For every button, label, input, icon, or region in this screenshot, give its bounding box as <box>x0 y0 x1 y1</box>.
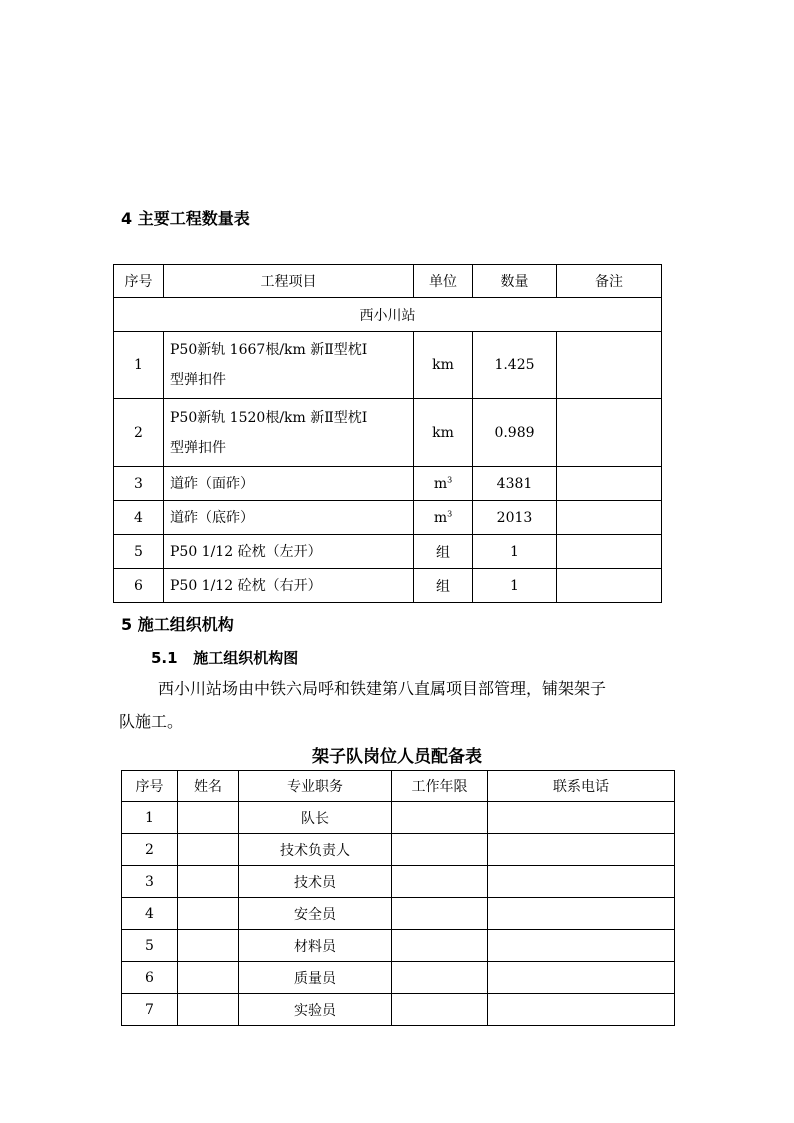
phone-cell <box>488 994 675 1026</box>
row-number: 1 <box>122 802 178 834</box>
note-cell <box>557 467 662 501</box>
row-number: 2 <box>122 834 178 866</box>
phone-cell <box>488 866 675 898</box>
table-row <box>122 962 675 994</box>
table-header-row <box>122 771 675 802</box>
row-number: 5 <box>122 930 178 962</box>
phone-cell <box>488 962 675 994</box>
paragraph-line: 西小川站场由中铁六局呼和铁建第八直属项目部管理，铺架架子 <box>158 679 607 698</box>
years-cell <box>392 962 488 994</box>
unit-superscript: 3 <box>447 474 453 484</box>
header-cell: 联系电话 <box>488 771 675 802</box>
qty-cell: 1 <box>473 569 557 603</box>
name-cell <box>178 898 239 930</box>
subsection-number: 5.1 <box>151 649 178 667</box>
row-number: 6 <box>122 962 178 994</box>
name-cell <box>178 834 239 866</box>
qty-cell: 0.989 <box>473 399 557 467</box>
header-cell: 序号 <box>114 265 164 298</box>
header-cell: 数量 <box>473 265 557 298</box>
note-cell <box>557 399 662 467</box>
paragraph-line: 队施工。 <box>119 712 184 731</box>
role-cell: 技术负责人 <box>239 834 392 866</box>
item-cell: P50 1/12 砼枕（右开） <box>164 569 414 603</box>
row-number: 3 <box>122 866 178 898</box>
item-cell: 道砟（面砟） <box>164 467 414 501</box>
row-number: 3 <box>114 467 164 501</box>
item-line: P50新轨 1520根/km 新Ⅱ型枕Ⅰ <box>170 409 368 426</box>
item-cell <box>164 332 414 399</box>
unit-cell: km <box>414 332 473 399</box>
header-cell: 姓名 <box>178 771 239 802</box>
section-4-heading: 4 主要工程数量表 <box>121 209 250 228</box>
name-cell <box>178 930 239 962</box>
header-cell: 备注 <box>557 265 662 298</box>
row-number: 7 <box>122 994 178 1026</box>
table-row <box>122 834 675 866</box>
unit-cell <box>414 467 473 501</box>
table-row <box>122 802 675 834</box>
item-cell <box>164 399 414 467</box>
header-cell: 专业职务 <box>239 771 392 802</box>
quantities-table <box>113 264 662 603</box>
role-cell: 质量员 <box>239 962 392 994</box>
unit-cell <box>414 501 473 535</box>
row-number: 4 <box>114 501 164 535</box>
header-cell: 工作年限 <box>392 771 488 802</box>
unit-superscript: 3 <box>447 508 453 518</box>
note-cell <box>557 332 662 399</box>
phone-cell <box>488 930 675 962</box>
qty-cell: 4381 <box>473 467 557 501</box>
qty-cell: 2013 <box>473 501 557 535</box>
table-row <box>122 930 675 962</box>
phone-cell <box>488 834 675 866</box>
unit-text: m <box>433 509 448 526</box>
name-cell <box>178 866 239 898</box>
staff-table <box>121 770 675 1026</box>
table-row <box>114 467 662 501</box>
table-row <box>114 501 662 535</box>
table-header-row <box>114 265 662 298</box>
header-cell: 序号 <box>122 771 178 802</box>
row-number: 1 <box>114 332 164 399</box>
item-line: 型弹扣件 <box>170 439 226 456</box>
name-cell <box>178 994 239 1026</box>
qty-cell: 1 <box>473 535 557 569</box>
role-cell: 材料员 <box>239 930 392 962</box>
note-cell <box>557 501 662 535</box>
qty-cell: 1.425 <box>473 332 557 399</box>
name-cell <box>178 962 239 994</box>
item-line: 型弹扣件 <box>170 372 226 388</box>
table-row <box>114 399 662 467</box>
note-cell <box>557 535 662 569</box>
table-row <box>122 898 675 930</box>
name-cell <box>178 802 239 834</box>
years-cell <box>392 866 488 898</box>
table-row <box>122 866 675 898</box>
years-cell <box>392 994 488 1026</box>
section-5-heading: 5 施工组织机构 <box>121 615 234 634</box>
item-line: P50新轨 1667根/km 新Ⅱ型枕Ⅰ <box>170 342 368 358</box>
header-cell: 工程项目 <box>164 265 414 298</box>
row-number: 4 <box>122 898 178 930</box>
table-row <box>114 332 662 399</box>
phone-cell <box>488 898 675 930</box>
subsection-title: 施工组织机构图 <box>193 649 299 667</box>
staff-table-title: 架子队岗位人员配备表 <box>312 747 482 767</box>
header-cell: 单位 <box>414 265 473 298</box>
years-cell <box>392 930 488 962</box>
row-number: 6 <box>114 569 164 603</box>
station-name: 西小川站 <box>114 298 662 332</box>
years-cell <box>392 834 488 866</box>
table-row <box>114 569 662 603</box>
unit-text: m <box>433 475 448 492</box>
role-cell: 安全员 <box>239 898 392 930</box>
table-row <box>122 994 675 1026</box>
note-cell <box>557 569 662 603</box>
unit-cell: km <box>414 399 473 467</box>
item-cell: 道砟（底砟） <box>164 501 414 535</box>
years-cell <box>392 802 488 834</box>
station-row <box>114 298 662 332</box>
unit-cell: 组 <box>414 569 473 603</box>
row-number: 5 <box>114 535 164 569</box>
phone-cell <box>488 802 675 834</box>
role-cell: 技术员 <box>239 866 392 898</box>
unit-cell: 组 <box>414 535 473 569</box>
years-cell <box>392 898 488 930</box>
item-cell: P50 1/12 砼枕（左开） <box>164 535 414 569</box>
row-number: 2 <box>114 399 164 467</box>
subsection-5-1-heading <box>151 647 298 668</box>
table-row <box>114 535 662 569</box>
role-cell: 队长 <box>239 802 392 834</box>
role-cell: 实验员 <box>239 994 392 1026</box>
